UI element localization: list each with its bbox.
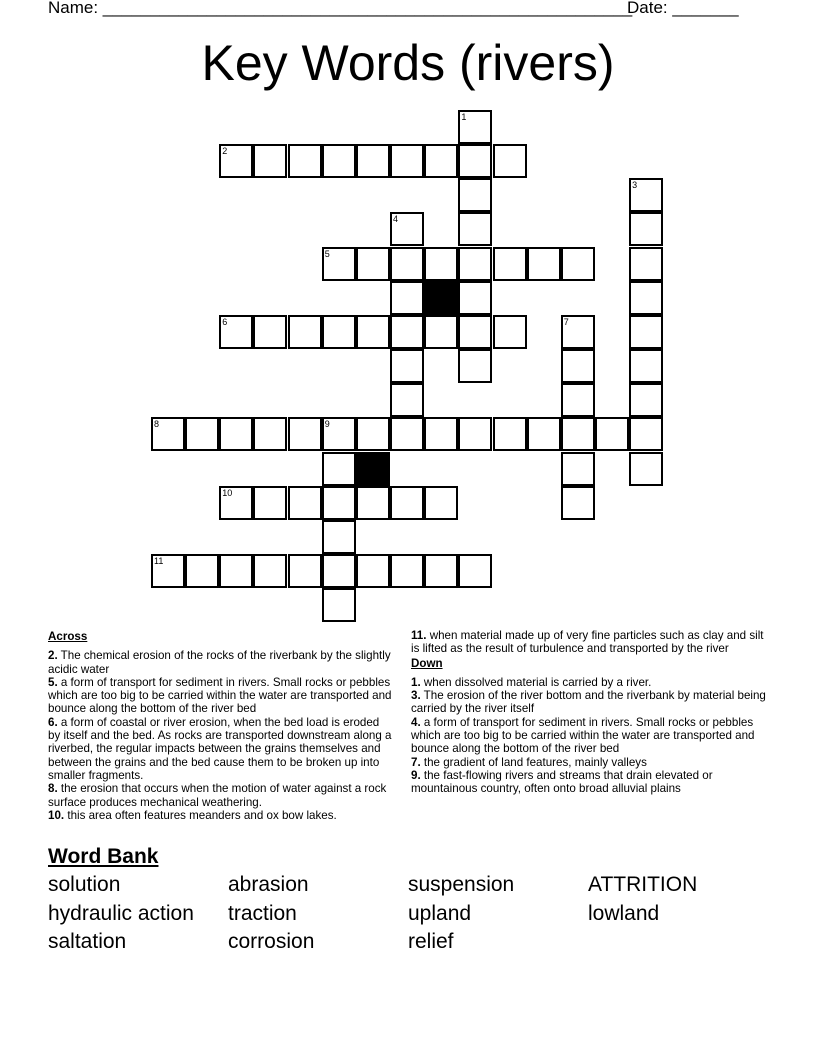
crossword-cell[interactable] bbox=[322, 588, 356, 622]
crossword-cell[interactable] bbox=[185, 554, 219, 588]
crossword-cell[interactable] bbox=[322, 315, 356, 349]
word-bank-item: solution bbox=[48, 873, 121, 896]
crossword-cell[interactable] bbox=[390, 383, 424, 417]
clue-down: 3. The erosion of the river bottom and the riverbank by material being carried by the river itself bbox=[411, 689, 766, 716]
crossword-cell[interactable] bbox=[253, 554, 287, 588]
crossword-cell[interactable] bbox=[390, 417, 424, 451]
word-bank-item: upland bbox=[408, 902, 472, 925]
cell-number: 6 bbox=[222, 316, 228, 327]
crossword-cell[interactable] bbox=[424, 554, 458, 588]
crossword-cell[interactable] bbox=[219, 417, 253, 451]
crossword-cell[interactable] bbox=[561, 486, 595, 520]
crossword-cell[interactable] bbox=[219, 144, 253, 178]
clue-across: 2. The chemical erosion of the rocks of the riverbank by the slightly acidic water bbox=[48, 649, 391, 676]
crossword-cell[interactable] bbox=[424, 315, 458, 349]
crossword-cell[interactable] bbox=[219, 554, 253, 588]
crossword-cell[interactable] bbox=[561, 247, 595, 281]
crossword-cell[interactable] bbox=[561, 417, 595, 451]
word-bank-item: suspension bbox=[408, 873, 515, 896]
crossword-cell[interactable] bbox=[458, 144, 492, 178]
crossword-cell[interactable] bbox=[219, 486, 253, 520]
crossword-cell[interactable] bbox=[629, 212, 663, 246]
crossword-cell[interactable] bbox=[356, 144, 390, 178]
crossword-cell[interactable] bbox=[629, 417, 663, 451]
word-bank-item: traction bbox=[228, 902, 297, 925]
crossword-cell[interactable] bbox=[151, 417, 185, 451]
crossword-cell[interactable] bbox=[219, 315, 253, 349]
crossword-cell[interactable] bbox=[493, 417, 527, 451]
clues-column-left bbox=[48, 629, 393, 822]
crossword-cell[interactable] bbox=[527, 247, 561, 281]
crossword-cell[interactable] bbox=[390, 281, 424, 315]
name-field[interactable]: Name: ________________________________________________________ bbox=[48, 0, 633, 17]
crossword-cell[interactable] bbox=[356, 315, 390, 349]
crossword-cell[interactable] bbox=[458, 417, 492, 451]
word-bank-item: abrasion bbox=[228, 873, 309, 896]
crossword-cell[interactable] bbox=[356, 247, 390, 281]
word-bank-item: corrosion bbox=[228, 930, 315, 953]
clue-across: 11. when material made up of very fine particles such as clay and silt is lifted as the result of turbulence and transported by the river bbox=[411, 629, 764, 656]
crossword-cell[interactable] bbox=[629, 281, 663, 315]
word-bank-title: Word Bank bbox=[48, 845, 159, 868]
word-bank-item: hydraulic action bbox=[48, 902, 194, 925]
crossword-cell[interactable] bbox=[424, 247, 458, 281]
crossword-cell[interactable] bbox=[253, 144, 287, 178]
clue-across: 10. this area often features meanders and ox bow lakes. bbox=[48, 808, 337, 822]
crossword-cell[interactable] bbox=[493, 247, 527, 281]
crossword-cell[interactable] bbox=[458, 281, 492, 315]
word-bank-item: ATTRITION bbox=[588, 873, 698, 896]
cell-number: 2 bbox=[222, 146, 228, 157]
crossword-cell[interactable] bbox=[390, 247, 424, 281]
down-heading: Down bbox=[411, 656, 443, 670]
crossword-cell[interactable] bbox=[356, 417, 390, 451]
crossword-cell[interactable] bbox=[527, 417, 561, 451]
page-title: Key Words (rivers) bbox=[201, 35, 615, 91]
crossword-cell[interactable] bbox=[493, 144, 527, 178]
clue-down: 1. when dissolved material is carried by a river. bbox=[411, 675, 652, 689]
crossword-cell[interactable] bbox=[151, 554, 185, 588]
crossword-cell[interactable] bbox=[458, 212, 492, 246]
crossword-cell[interactable] bbox=[322, 520, 356, 554]
word-bank-item: lowland bbox=[588, 902, 660, 925]
word-bank-item: saltation bbox=[48, 930, 127, 953]
crossword-cell[interactable] bbox=[390, 486, 424, 520]
crossword-cell[interactable] bbox=[561, 349, 595, 383]
cell-number: 5 bbox=[324, 248, 330, 259]
crossword-cell[interactable] bbox=[288, 486, 322, 520]
crossword-cell[interactable] bbox=[253, 417, 287, 451]
crossword-cell[interactable] bbox=[629, 349, 663, 383]
cell-number: 10 bbox=[222, 487, 233, 498]
crossword-cell[interactable] bbox=[390, 144, 424, 178]
crossword-cell[interactable] bbox=[356, 554, 390, 588]
crossword-cell[interactable] bbox=[322, 144, 356, 178]
crossword-cell[interactable] bbox=[288, 417, 322, 451]
crossword-cell[interactable] bbox=[629, 383, 663, 417]
crossword-cell[interactable] bbox=[356, 486, 390, 520]
word-bank-item: relief bbox=[408, 930, 454, 953]
crossword-cell[interactable] bbox=[424, 417, 458, 451]
across-heading: Across bbox=[48, 630, 88, 643]
crossword-cell[interactable] bbox=[288, 315, 322, 349]
crossword-cell[interactable] bbox=[424, 486, 458, 520]
crossword-cell[interactable] bbox=[595, 417, 629, 451]
crossword-cell[interactable] bbox=[458, 349, 492, 383]
cell-number: 9 bbox=[324, 419, 330, 430]
crossword-block bbox=[424, 281, 458, 315]
crossword-cell[interactable] bbox=[629, 178, 663, 212]
crossword-cell[interactable] bbox=[253, 486, 287, 520]
crossword-cell[interactable] bbox=[629, 247, 663, 281]
crossword-cell[interactable] bbox=[253, 315, 287, 349]
crossword-cell[interactable] bbox=[629, 452, 663, 486]
crossword-cell[interactable] bbox=[458, 110, 492, 144]
clue-across: 8. the erosion that occurs when the motion of water against a rock surface produces mechanical weathering. bbox=[48, 782, 387, 809]
crossword-cell[interactable] bbox=[390, 212, 424, 246]
crossword-cell[interactable] bbox=[561, 383, 595, 417]
crossword-cell[interactable] bbox=[185, 417, 219, 451]
cell-number: 3 bbox=[632, 180, 638, 191]
clue-down: 9. the fast-flowing rivers and streams that drain elevated or mountainous country, often onto broad alluvial plains bbox=[411, 768, 713, 796]
crossword-cell[interactable] bbox=[424, 144, 458, 178]
cell-number: 4 bbox=[393, 214, 399, 225]
crossword-cell[interactable] bbox=[458, 315, 492, 349]
clues-column-right bbox=[411, 629, 771, 796]
crossword-cell[interactable] bbox=[390, 349, 424, 383]
crossword-cell[interactable] bbox=[390, 315, 424, 349]
crossword-cell[interactable] bbox=[458, 554, 492, 588]
crossword-cell[interactable] bbox=[390, 554, 424, 588]
clue-down: 7. the gradient of land features, mainly valleys bbox=[411, 755, 647, 769]
crossword-cell[interactable] bbox=[322, 554, 356, 588]
cell-number: 8 bbox=[154, 419, 160, 430]
crossword-cell[interactable] bbox=[458, 247, 492, 281]
cell-number: 11 bbox=[154, 555, 164, 566]
crossword-cell[interactable] bbox=[322, 486, 356, 520]
cell-number: 1 bbox=[461, 112, 467, 122]
crossword-cell[interactable] bbox=[322, 417, 356, 451]
crossword-cell[interactable] bbox=[288, 144, 322, 178]
date-field[interactable]: Date: _______ bbox=[627, 0, 739, 17]
crossword-block bbox=[356, 452, 390, 486]
crossword-cell[interactable] bbox=[493, 315, 527, 349]
crossword-cell[interactable] bbox=[629, 315, 663, 349]
crossword-cell[interactable] bbox=[322, 452, 356, 486]
cell-number: 7 bbox=[563, 316, 569, 327]
crossword-cell[interactable] bbox=[561, 315, 595, 349]
clue-across: 6. a form of coastal or river erosion, when the bed load is eroded by itself and the bed. As rocks are transported downstream along a riverbed, the regular impacts between the grains themselves and between the grains and the bed cause them to be broken up into smaller fragments. bbox=[48, 715, 392, 782]
crossword-cell[interactable] bbox=[561, 452, 595, 486]
clue-across: 5. a form of transport for sediment in rivers. Small rocks or pebbles which are too big to be carried within the water are transported and bounce along the bottom of the river bed bbox=[48, 675, 392, 716]
crossword-cell[interactable] bbox=[322, 247, 356, 281]
clue-down: 4. a form of transport for sediment in rivers. Small rocks or pebbles which are too big to be carried within the water are transported and bounce along the bottom of the river bed bbox=[411, 715, 755, 756]
crossword-cell[interactable] bbox=[288, 554, 322, 588]
crossword-cell[interactable] bbox=[458, 178, 492, 212]
